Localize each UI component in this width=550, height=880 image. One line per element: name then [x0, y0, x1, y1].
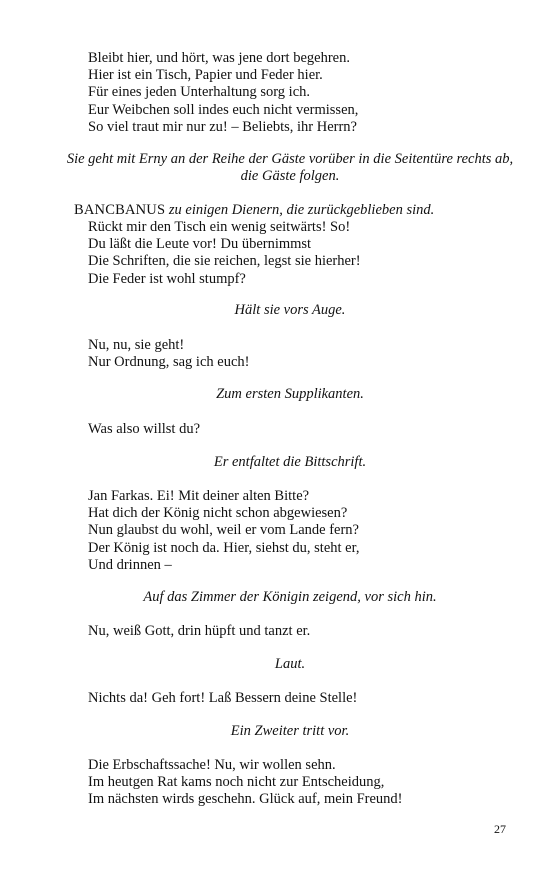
stage-direction-4: Er entfaltet die Bittschrift. — [213, 454, 367, 470]
verse-line: Hat dich der König nicht schon abgewiesen? — [88, 505, 348, 522]
verse-block-5 — [88, 488, 528, 574]
verse-line: Was also willst du? — [88, 421, 200, 437]
verse-line: Nu, nu, sie geht! — [88, 337, 185, 353]
verse-line: Du läßt die Leute vor! Du übernimmst — [88, 236, 312, 253]
verse-line: Eur Weibchen soll indes euch nicht vermissen, — [88, 101, 359, 118]
verse-block-3 — [88, 337, 528, 371]
verse-line: Und drinnen – — [88, 556, 172, 573]
verse-line: Der König ist noch da. Hier, siehst du, steht er, — [88, 539, 360, 556]
page-number: 27 — [494, 822, 506, 836]
verse-line: Rückt mir den Tisch ein wenig seitwärts! So! — [88, 219, 351, 235]
verse-line: Nun glaubst du wohl, weil er vom Lande fern? — [88, 522, 359, 539]
verse-line: Nur Ordnung, sag ich euch! — [88, 354, 250, 371]
verse-line: So viel traut mir nur zu! – Beliebts, ihr Herrn? — [88, 118, 357, 135]
speaker-heading — [74, 202, 534, 219]
verse-line: Die Schriften, die sie reichen, legst sie hierher! — [88, 253, 361, 270]
stage-direction-5: Auf das Zimmer der Königin zeigend, vor sich hin. — [143, 589, 437, 605]
stage-direction-3: Zum ersten Supplikanten. — [216, 386, 364, 402]
verse-line: Hier ist ein Tisch, Papier und Feder hier. — [88, 67, 323, 84]
verse-block-2 — [88, 219, 528, 288]
stage-direction-1: Sie geht mit Erny an der Reihe der Gäste vorüber in die Seitentüre rechts ab, die Gäste folgen. — [66, 151, 514, 185]
stage-direction-7: Ein Zweiter tritt vor. — [230, 723, 350, 739]
stage-direction-6: Laut. — [274, 656, 306, 672]
verse-line: Im nächsten wirds geschehn. Glück auf, mein Freund! — [88, 791, 403, 808]
verse-line: Die Feder ist wohl stumpf? — [88, 270, 246, 287]
verse-block-1 — [88, 50, 528, 136]
stage-direction-2: Hält sie vors Auge. — [234, 302, 346, 318]
verse-line: Nu, weiß Gott, drin hüpft und tanzt er. — [88, 623, 311, 639]
speaker-direction: zu einigen Dienern, die zurückgeblieben sind. — [165, 202, 435, 218]
verse-line: Die Erbschaftssache! Nu, wir wollen sehn. — [88, 757, 336, 773]
verse-block-4 — [88, 421, 528, 438]
speaker-name: BANCBANUS — [74, 202, 166, 218]
verse-line: Nichts da! Geh fort! Laß Bessern deine Stelle! — [88, 690, 358, 706]
verse-block-8 — [88, 757, 528, 809]
verse-line: Für eines jeden Unterhaltung sorg ich. — [88, 84, 311, 101]
verse-line: Im heutgen Rat kams noch nicht zur Entscheidung, — [88, 774, 385, 791]
verse-line: Bleibt hier, und hört, was jene dort begehren. — [88, 50, 350, 66]
verse-block-6 — [88, 623, 528, 640]
verse-line: Jan Farkas. Ei! Mit deiner alten Bitte? — [88, 488, 310, 504]
verse-block-7 — [88, 690, 528, 707]
